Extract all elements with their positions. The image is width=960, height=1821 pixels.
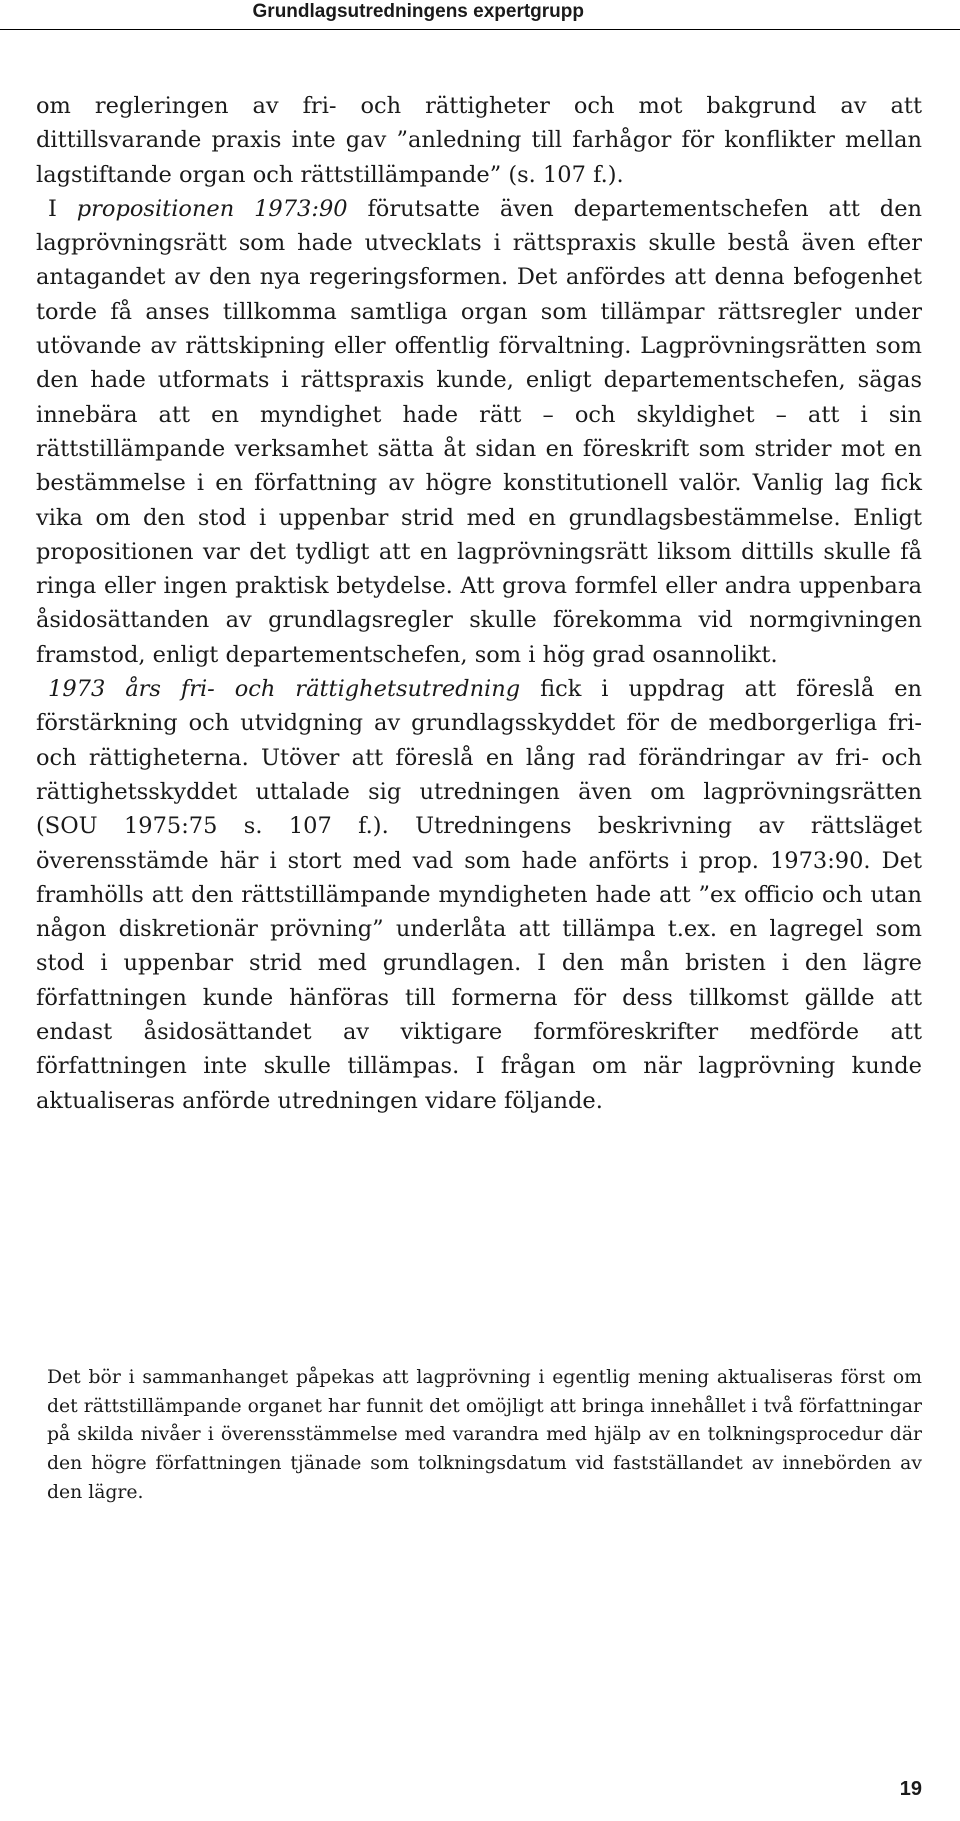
- paragraph-1: [36, 89, 922, 192]
- paragraph-2-emphasis: propositionen 1973:90: [76, 195, 348, 222]
- paragraph-3-emphasis: 1973 års fri- och rättighetsutredning: [48, 676, 521, 703]
- paragraph-3: [36, 672, 922, 1118]
- header-divider: [0, 29, 960, 30]
- page-header: [0, 0, 960, 28]
- paragraph-1-text: om regleringen av fri- och rättigheter och mot bakgrund av att dittillsvarande praxis inte gav ”anledning till farhågor för konflikter mellan lagstiftande organ och rättstillämpande” (s. 107 f.).: [36, 93, 922, 188]
- paragraph-3-text: fick i uppdrag att föreslå en förstärkning och utvidgning av grundlagsskyddet för de medborgerliga fri- och rättigheterna. Utöver att föreslå en lång rad förändringar av fri- och rättighetsskyddet uttalade sig utredningen även om lagprövningsrätten (SOU 1975:75 s. 107 f.). Utredningens beskrivning av rättsläget överensstämde här i stort med vad som hade anförts i prop. 1973:90. Det framhölls att den rättstillämpande myndigheten hade att ”ex officio och utan någon diskretionär prövning” underlåta att tillämpa t.ex. en lagregel som stod i uppenbar strid med grundlagen. I den mån bristen i den lägre författningen kunde hänföras till formerna för dess tillkomst gällde att endast åsidosättandet av viktigare formföreskrifter medförde att författningen inte skulle tillämpas. I frågan om när lagprövning kunde aktualiseras anförde utredningen vidare följande.: [36, 676, 922, 1114]
- block-quote-text: Det bör i sammanhanget påpekas att lagprövning i egentlig mening aktualiseras först om det rättstillämpande organet har funnit det omöjligt att bringa innehållet i två författningar på skilda nivåer i överensstämmelse med varandra med hjälp av en tolkningsprocedur där den högre författningen tjänade som tolkningsdatum vid fastställandet av innebörden av den lägre.: [47, 1367, 922, 1503]
- paragraph-2: [36, 192, 922, 672]
- paragraph-2-text: förutsatte även departementschefen att den lagprövningsrätt som hade utvecklats i rättspraxis skulle bestå även efter antagandet av den nya regeringsformen. Det anfördes att denna befogenhet torde få anses tillkomma samtliga organ som tillämpar rättsregler under utövande av rättskipning eller offentlig förvaltning. Lagprövningsrätten som den hade utformats i rättspraxis kunde, enligt departementschefen, sägas innebära att en myndighet hade rätt – och skyldighet – att i sin rättstillämpande verksamhet sätta åt sidan en föreskrift som strider mot en bestämmelse i en författning av högre konstitutionell valör. Vanlig lag fick vika om den stod i uppenbar strid med en grundlagsbestämmelse. Enligt propositionen var det tydligt att en lagprövningsrätt liksom dittills skulle få ringa eller ingen praktisk betydelse. Att grova formfel eller andra uppenbara åsidosättanden av grundlagsregler skulle förekomma vid normgivningen framstod, enligt departementschefen, som i hög grad osannolikt.: [36, 195, 923, 668]
- main-body-text: [36, 89, 922, 1118]
- running-header-title: Grundlagsutredningens expertgrupp: [252, 1, 584, 22]
- block-quote: [47, 1364, 922, 1508]
- paragraph-2-prefix: I: [48, 195, 77, 222]
- page-number: 19: [899, 1778, 922, 1800]
